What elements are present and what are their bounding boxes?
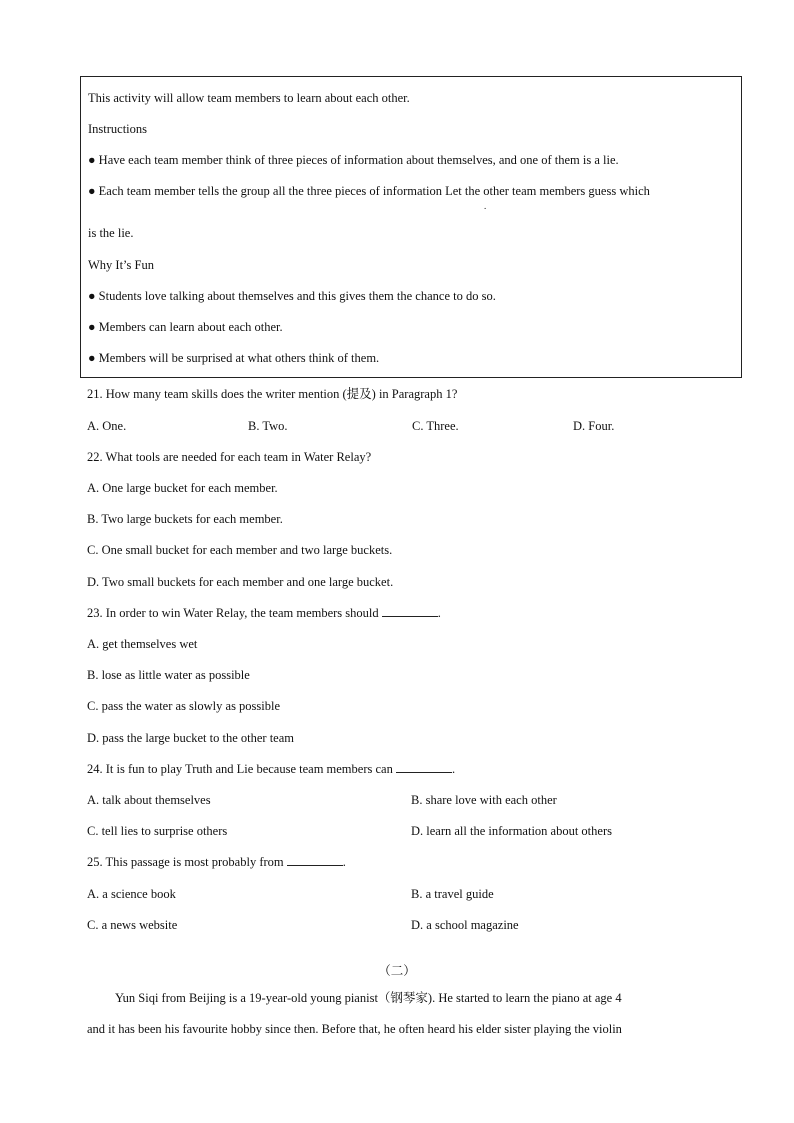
instruction-1: ● Have each team member think of three pieces of information about themselves, and one of them is a lie. [88,153,619,167]
section-2-heading: （二） [378,964,416,978]
stray-mark: . [484,201,487,211]
q24-option-a: A. talk about themselves [87,793,211,807]
q23-stem-end: . [437,606,441,620]
q21-option-c: C. Three. [412,419,459,433]
passage-line-1: Yun Siqi from Beijing is a 19-year-old young pianist（钢琴家). He started to learn the piano at age 4 [115,991,622,1005]
q25-option-a: A. a science book [87,887,176,901]
q25-option-d: D. a school magazine [411,918,519,932]
activity-box [80,76,742,378]
q21-option-b: B. Two. [248,419,288,433]
q23-option-a: A. get themselves wet [87,637,198,651]
q24-stem-line [87,761,455,777]
q25-option-b: B. a travel guide [411,887,494,901]
fun-point-2: ● Members can learn about each other. [88,320,283,334]
q23-option-d: D. pass the large bucket to the other team [87,731,294,745]
q23-stem-line [87,605,441,621]
q23-option-b: B. lose as little water as possible [87,668,250,682]
q21-option-a: A. One. [87,419,127,433]
q22-stem: 22. What tools are needed for each team in Water Relay? [87,450,372,464]
why-heading: Why It’s Fun [88,258,154,272]
q24-option-c: C. tell lies to surprise others [87,824,228,838]
q24-option-b: B. share love with each other [411,793,557,807]
q24-stem-end: . [451,762,456,776]
q25-option-c: C. a news website [87,918,178,932]
q24-stem: 24. It is fun to play Truth and Lie because team members can [87,762,393,776]
fun-point-3: ● Members will be surprised at what others think of them. [88,351,380,365]
q22-option-b: B. Two large buckets for each member. [87,512,283,526]
q21-stem: 21. How many team skills does the writer mention (提及) in Paragraph 1? [87,387,458,401]
q25-stem-line [87,854,346,870]
q25-stem-end: . [342,855,346,869]
q25-stem: 25. This passage is most probably from [87,855,284,869]
answer-blank [287,854,343,866]
q23-option-c: C. pass the water as slowly as possible [87,699,281,713]
box-intro: This activity will allow team members to learn about each other. [88,91,410,105]
answer-blank [396,761,452,773]
q22-option-c: C. One small bucket for each member and two large buckets. [87,543,393,557]
q23-stem: 23. In order to win Water Relay, the team members should [87,606,379,620]
instruction-2-continued: is the lie. [88,226,134,240]
answer-blank [382,605,438,617]
q24-option-d: D. learn all the information about others [411,824,612,838]
q21-option-d: D. Four. [573,419,615,433]
instructions-heading: Instructions [88,122,148,136]
passage-line-2: and it has been his favourite hobby since then. Before that, he often heard his elder sister playing the violin [87,1022,622,1036]
q22-option-d: D. Two small buckets for each member and one large bucket. [87,575,394,589]
fun-point-1: ● Students love talking about themselves and this gives them the chance to do so. [88,289,496,303]
q22-option-a: A. One large bucket for each member. [87,481,278,495]
instruction-2: ● Each team member tells the group all the three pieces of information Let the other team members guess which [88,184,650,198]
